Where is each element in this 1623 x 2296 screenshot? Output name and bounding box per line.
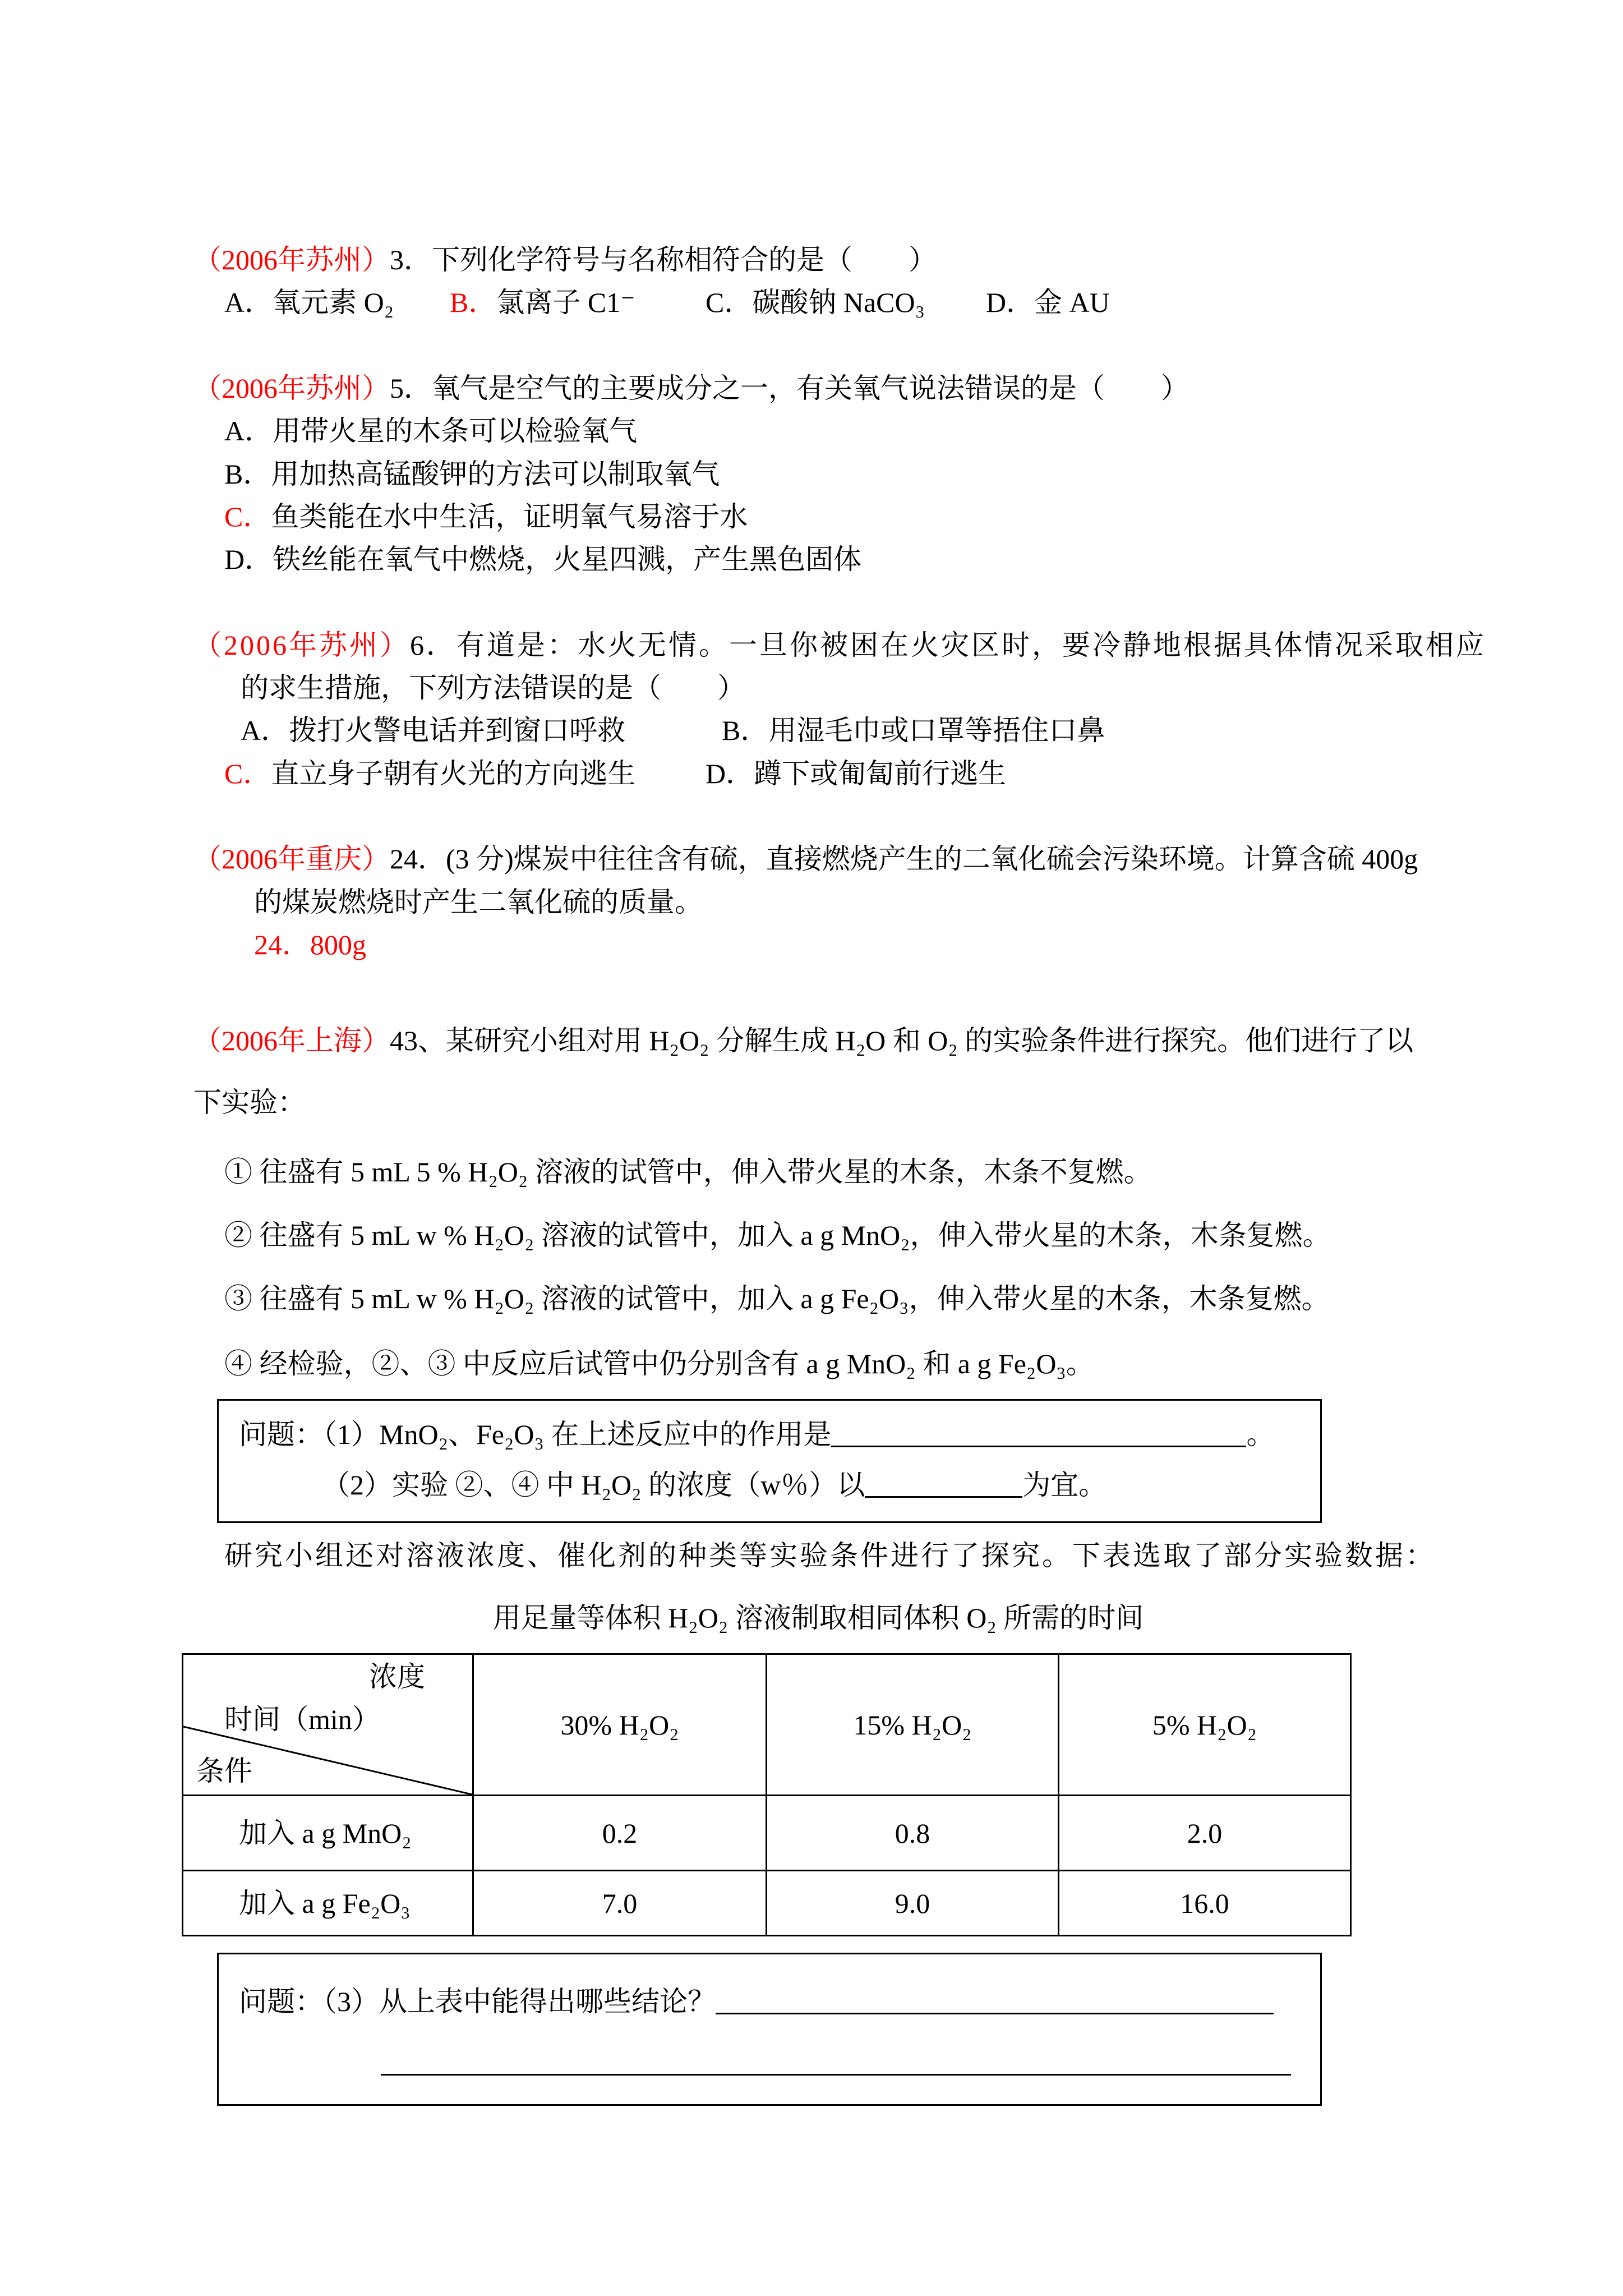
question-24-stem: 24．(3 分)煤炭中往往含有硫，直接燃烧产生的二氧化硫会污染环境。计算含硫 400g [390,843,1418,875]
table-cell: 0.8 [767,1796,1059,1871]
question-5-option-b [224,457,720,491]
question-5-stem-line [193,371,1189,405]
sub-question-3 [239,1985,1274,2018]
option-text: 金 AU [1034,287,1110,318]
table-cell: 16.0 [1059,1871,1352,1936]
option-text: 拨打火警电话并到窗口呼救 [289,715,626,746]
option-text: 铁丝能在氧气中燃烧，火星四溅，产生黑色固体 [273,544,862,575]
column-header: 5% H₂O₂ [1059,1655,1352,1796]
question-43-stem-line-2: 下实验： [193,1087,306,1118]
question-3-stem-line [193,243,937,277]
question-6-option-d [706,757,1006,790]
row-label: 加入 a g Fe₂O₃ [183,1871,474,1936]
option-text: 碳酸钠 NaCO₃ [752,287,925,318]
table-cell: 0.2 [474,1796,767,1871]
option-text: 用加热高锰酸钾的方法可以制取氧气 [271,458,720,490]
question-5-stem: 5．氧气是空气的主要成分之一，有关氧气说法错误的是（ ） [390,372,1189,404]
option-letter: B． [722,715,769,746]
question-24-stem-line-1 [193,842,1418,876]
option-letter: C． [224,758,271,789]
question-box-2 [217,1953,1322,2106]
question-6-option-b [722,714,1105,747]
question-box-1 [217,1399,1322,1523]
answer-blank-2 [865,1474,1022,1498]
option-letter: A． [241,715,289,746]
option-text: 氯离子 C1⁻ [496,287,635,318]
experiment-step-3: ③ 往盛有 5 mL w % H₂O₂ 溶液的试管中，加入 a g Fe₂O₃，伸入带火星的木条，木条复燃。 [224,1283,1330,1314]
table-intro-paragraph: 研究小组还对溶液浓度、催化剂的种类等实验条件进行了探究。下表选取了部分实验数据： [224,1540,1436,1571]
experiment-step-1: ① 往盛有 5 mL 5 % H₂O₂ 溶液的试管中，伸入带火星的木条，木条不复燃。 [224,1156,1152,1188]
question-5-option-d [224,542,861,576]
option-letter: B． [224,458,271,490]
option-text: 蹲下或匍匐前行逃生 [754,758,1007,789]
question-43-stem: 43、某研究小组对用 H₂O₂ 分解生成 H₂O 和 O₂ 的实验条件进行探究。他们进行了以 [390,1025,1414,1056]
sub-question-1-text: 问题：（1）MnO₂、Fe₂O₃ 在上述反应中的作用是 [239,1419,832,1450]
option-letter: D． [224,544,273,575]
experiment-step-2: ② 往盛有 5 mL w % H₂O₂ 溶液的试管中，加入 a g MnO₂，伸入带火星的木条，木条复燃。 [224,1220,1331,1251]
column-header: 15% H₂O₂ [767,1655,1059,1796]
corner-label-condition: 条件 [196,1755,252,1787]
question-3-option-a [224,286,394,319]
option-letter: A． [224,415,273,447]
question-5-source: （2006年苏州） [193,372,390,404]
option-letter: A． [224,287,273,318]
question-5-option-a [224,414,637,448]
question-3-option-c [706,286,925,319]
question-3-option-b [450,286,635,319]
option-letter: C． [224,501,271,532]
timing-table [182,1653,1352,1936]
question-5-option-c [224,500,748,533]
sub-question-2-end: 为宜。 [1022,1469,1107,1501]
question-43-source: （2006年上海） [193,1025,390,1056]
question-24-stem-line-2: 的煤炭燃烧时产生二氧化硫的质量。 [254,886,703,918]
row-label: 加入 a g MnO₂ [183,1796,474,1871]
sub-question-3-text: 问题：（3）从上表中能得出哪些结论？ [239,1986,716,2017]
column-header: 30% H₂O₂ [474,1655,767,1796]
question-6-stem-line-1 [193,628,1486,662]
answer-blank-3 [716,1990,1274,2014]
corner-label-time: 时间（min） [224,1704,380,1735]
question-6-option-a [241,714,625,747]
question-24-answer: 24．800g [254,929,366,960]
option-letter: D． [706,758,754,789]
question-43-stem-line-1 [193,1024,1413,1057]
sub-question-2 [322,1468,1106,1502]
answer-blank-1 [831,1423,1246,1447]
experiment-step-4: ④ 经检验，②、③ 中反应后试管中仍分别含有 a g MnO₂ 和 a g Fe₂O₃。 [224,1348,1094,1379]
option-text: 用带火星的木条可以检验氧气 [273,415,638,447]
corner-label-concentration: 浓度 [369,1661,425,1692]
option-letter: B． [450,287,497,318]
answer-blank-3-second-line [381,2074,1291,2076]
table-cell: 9.0 [767,1871,1059,1936]
table-cell: 7.0 [474,1871,767,1936]
option-text: 直立身子朝有火光的方向逃生 [271,758,636,789]
table-cell: 2.0 [1059,1796,1352,1871]
option-text: 鱼类能在水中生活，证明氧气易溶于水 [271,501,748,532]
question-6-option-c [224,757,635,790]
table-caption: 用足量等体积 H₂O₂ 溶液制取相同体积 O₂ 所需的时间 [492,1602,1144,1634]
question-6-source: （2006年苏州） [193,629,410,661]
question-3-source: （2006年苏州） [193,244,390,275]
sub-question-2-text: （2）实验 ②、④ 中 H₂O₂ 的浓度（w％）以 [322,1469,865,1501]
option-text: 用湿毛巾或口罩等捂住口鼻 [768,715,1105,746]
question-24-source: （2006年重庆） [193,843,390,875]
sub-question-1 [239,1418,1274,1451]
question-6-stem: 6．有道是：水火无情。一旦你被困在火灾区时，要冷静地根据具体情况采取相应 [410,629,1486,661]
question-3-stem: 3．下列化学符号与名称相符合的是（ ） [390,244,937,275]
table-corner-cell [183,1655,474,1796]
option-letter: D． [986,287,1035,318]
question-6-stem-line-2: 的求生措施，下列方法错误的是（ ） [241,672,745,703]
sub-question-1-end: 。 [1246,1419,1275,1450]
option-letter: C． [706,287,753,318]
question-3-option-d [986,286,1110,319]
option-text: 氧元素 O₂ [273,287,394,318]
